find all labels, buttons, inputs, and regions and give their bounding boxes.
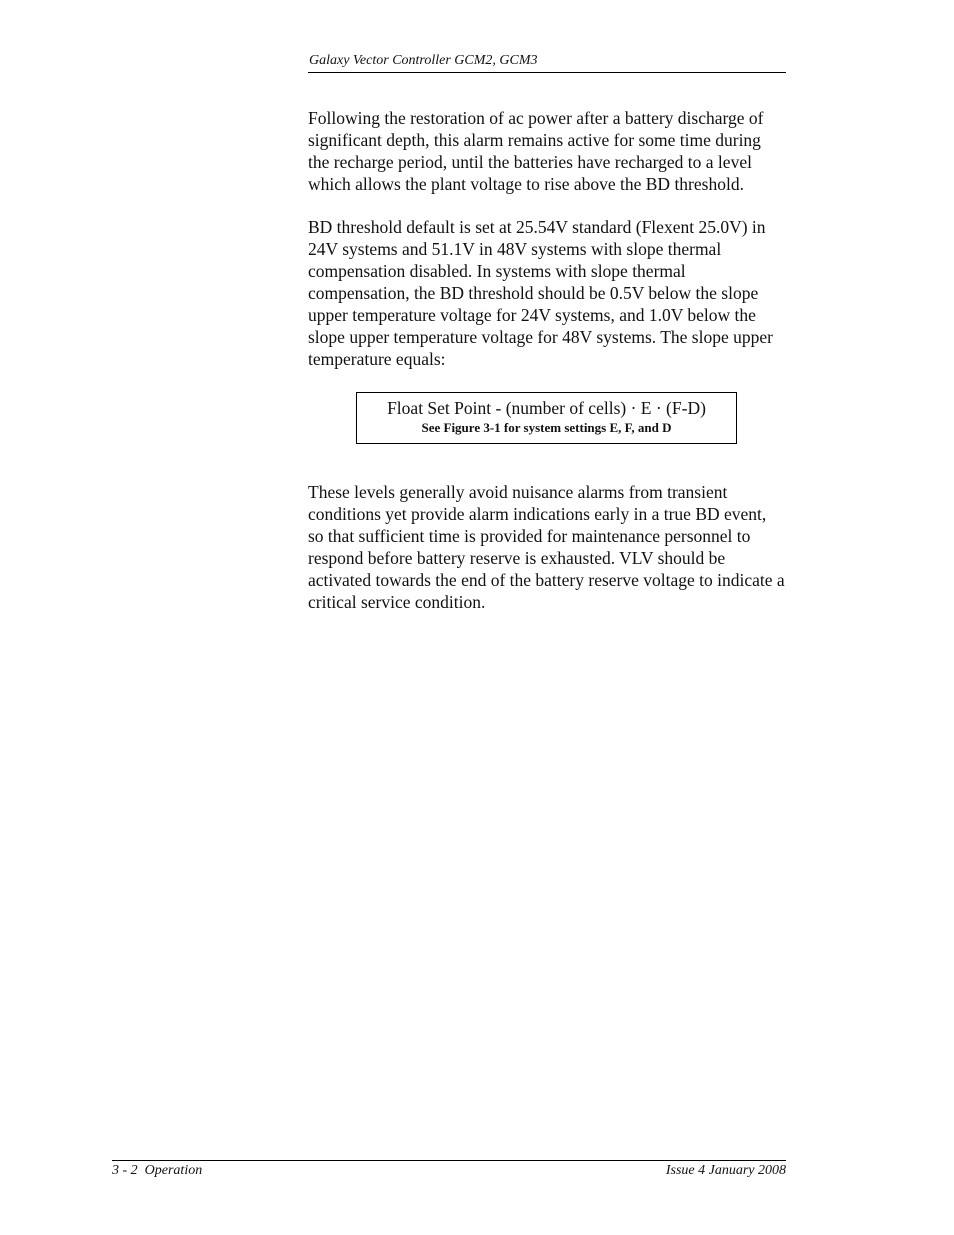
formula-box [356, 392, 737, 444]
paragraph-nuisance-alarms: These levels generally avoid nuisance alarms from transient conditions yet provide alarm indications early in a true BD event, so that sufficient time is provided for maintenance personnel to respond before battery reserve is exhausted. VLV should be activated towards the end of the battery reserve voltage to indicate a critical service condition. [308, 482, 785, 612]
footer-page-label: 3 - 2 Operation [112, 1163, 203, 1178]
paragraph-ac-power-restoration: Following the restoration of ac power after a battery discharge of significant depth, this alarm remains active for some time during the recharge period, until the batteries have recharged to a level which allows the plant voltage to rise above the BD threshold. [308, 108, 764, 194]
formula-expression: Float Set Point - (number of cells) · E · (F-D) [387, 398, 706, 418]
formula-note: See Figure 3-1 for system settings E, F, and D [421, 420, 672, 435]
header-divider [308, 72, 786, 73]
footer-divider [112, 1160, 786, 1161]
running-header-title: Galaxy Vector Controller GCM2, GCM3 [309, 53, 538, 68]
footer-issue-date: Issue 4 January 2008 [665, 1163, 786, 1178]
paragraph-bd-threshold-default: BD threshold default is set at 25.54V standard (Flexent 25.0V) in 24V systems and 51.1V in 48V systems with slope thermal compensation disabled. In systems with slope thermal compensation, the BD threshold should be 0.5V below the slope upper temperature voltage for 24V systems, and 1.0V below the slope upper temperature voltage for 48V systems. The slope upper temperature equals: [308, 217, 773, 369]
